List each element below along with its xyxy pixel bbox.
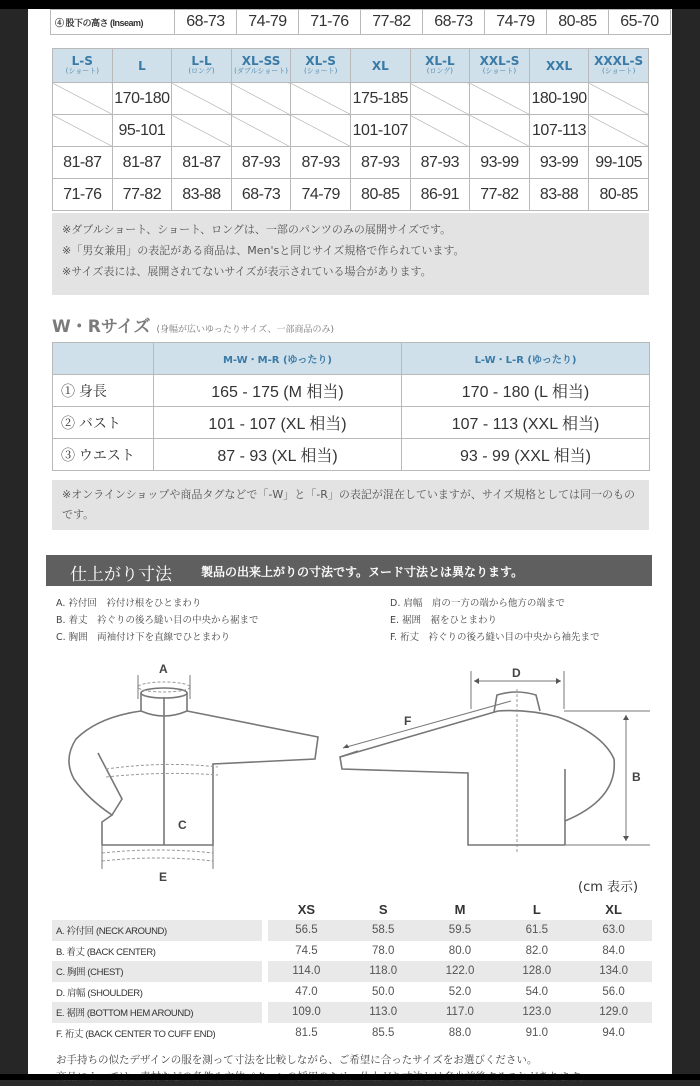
measurement-value: 54.0 — [525, 985, 548, 998]
measurement-value: 118.0 — [345, 961, 422, 982]
bottom-edge — [0, 1074, 700, 1080]
measurement-value: 123.0 — [498, 1002, 575, 1023]
measurement-value: 56.0 — [602, 985, 625, 998]
measurement-label: B. 着丈 (BACK CENTER) — [56, 946, 156, 958]
measurements-table — [52, 898, 652, 1043]
size-cell: 80-85 — [350, 179, 410, 211]
size-cell: 99-105 — [589, 147, 649, 179]
table-row — [53, 83, 649, 115]
size-cell — [410, 115, 470, 147]
measurement-value: 117.0 — [422, 1002, 499, 1023]
measurement-value: 122.0 — [422, 961, 499, 982]
size-cell: 87-93 — [350, 147, 410, 179]
col-l: L — [532, 901, 541, 917]
table-row — [52, 982, 652, 1003]
size-cell: 175-185 — [350, 83, 410, 115]
size-cell — [291, 115, 351, 147]
inseam-cell: 68-73 — [175, 10, 237, 35]
table-row — [53, 147, 649, 179]
label-e: E — [159, 870, 168, 884]
size-header: XXL — [529, 49, 589, 83]
col-xl: XL — [605, 901, 622, 917]
table-row — [52, 961, 652, 982]
measurement-value: 80.0 — [448, 944, 472, 957]
col-xs: XS — [297, 901, 316, 917]
size-chart-page — [28, 9, 672, 1074]
size-notes — [52, 213, 649, 295]
size-cell: 180-190 — [529, 83, 589, 115]
wr-note: ※オンラインショップや商品タグなどで「-W」と「-R」の表記が混在していますが、サイズ規格としては同一のものです。 — [52, 480, 649, 530]
measurement-value: 81.5 — [295, 1026, 318, 1039]
table-row — [53, 115, 649, 147]
measurement-value: 61.5 — [498, 920, 575, 941]
size-cell: 170-180 — [112, 83, 172, 115]
measurement-value: 134.0 — [575, 961, 652, 982]
inseam-label: ④ 股下の高さ (Inseam) — [51, 10, 175, 35]
size-cell: 68-73 — [231, 179, 291, 211]
garment-diagram — [28, 649, 672, 884]
size-table — [52, 48, 649, 211]
inseam-cell: 65-70 — [609, 10, 671, 35]
size-cell: 87-93 — [231, 147, 291, 179]
inseam-cell: 80-85 — [547, 10, 609, 35]
table-row: ② バスト 101 - 107 (XL 相当) 107 - 113 (XXL 相当) — [53, 407, 650, 439]
finished-section-desc: 製品の出来上がりの寸法です。ヌード寸法とは異なります。 — [201, 565, 524, 579]
note-line: ※「男女兼用」の表記がある商品は、Men'sと同じサイズ規格で作られています。 — [62, 244, 465, 257]
size-cell — [410, 83, 470, 115]
measurement-value: 47.0 — [295, 985, 318, 998]
label-c: C — [178, 818, 187, 832]
inseam-cell: 71-76 — [299, 10, 361, 35]
size-cell: 80-85 — [589, 179, 649, 211]
inseam-cell: 68-73 — [423, 10, 485, 35]
top-edge — [0, 0, 700, 9]
size-cell: 101-107 — [350, 115, 410, 147]
table-row — [52, 941, 652, 962]
finished-section-title: 仕上がり寸法 — [70, 565, 172, 585]
size-header: L-L (ロング) — [172, 49, 232, 83]
measurement-value: 113.0 — [345, 1002, 422, 1023]
unit-note: (cm 表示) — [578, 880, 639, 895]
wr-size-table — [52, 342, 650, 471]
table-row — [53, 179, 649, 211]
footer-notes: お手持ちの似たデザインの服を測って寸法を比較しながら、ご希望に合ったサイズをお選びください。 — [56, 1054, 538, 1066]
measurement-value: 85.5 — [372, 1026, 395, 1039]
measurement-value: 88.0 — [448, 1026, 472, 1039]
measurement-value: 52.0 — [448, 985, 472, 998]
wr-header-m: M-W・M-R (ゆったり) — [154, 343, 402, 375]
wr-section-subtitle: (身幅が広いゆったりサイズ、一部商品のみ) — [156, 325, 334, 335]
measurement-value: 58.5 — [345, 920, 422, 941]
note-line: ※サイズ表には、展開されてないサイズが表示されている場合があります。 — [62, 265, 432, 278]
size-cell: 87-93 — [410, 147, 470, 179]
size-header: XXXL-S (ショート) — [589, 49, 649, 83]
size-cell: 81-87 — [112, 147, 172, 179]
measurement-value: 109.0 — [268, 1002, 345, 1023]
size-cell: 93-99 — [470, 147, 530, 179]
inseam-row-table — [50, 9, 671, 35]
size-cell — [172, 83, 232, 115]
measurement-value: 74.5 — [295, 944, 318, 957]
size-cell: 81-87 — [172, 147, 232, 179]
table-row — [52, 1002, 652, 1023]
size-cell: 74-79 — [291, 179, 351, 211]
wr-section-title: W・Rサイズ (身幅が広いゆったりサイズ、一部商品のみ) — [52, 317, 334, 337]
label-a: A — [159, 662, 168, 676]
size-cell — [589, 83, 649, 115]
col-s: S — [378, 901, 388, 917]
col-m: M — [454, 901, 466, 917]
label-f: F — [404, 714, 412, 728]
measurement-value: 78.0 — [372, 944, 395, 957]
size-cell — [470, 115, 530, 147]
size-cell — [53, 115, 113, 147]
inseam-cell: 74-79 — [485, 10, 547, 35]
size-header: XL-L (ロング) — [410, 49, 470, 83]
size-cell: 95-101 — [112, 115, 172, 147]
measurement-value: 128.0 — [498, 961, 575, 982]
size-cell — [172, 115, 232, 147]
right-margin — [672, 9, 700, 1080]
size-header: L-S (ショート) — [53, 49, 113, 83]
size-header: XL-SS (ダブルショート) — [231, 49, 291, 83]
finished-section-header — [46, 555, 652, 586]
measurement-value: 91.0 — [525, 1026, 548, 1039]
measurement-value: 114.0 — [268, 961, 345, 982]
inseam-cell: 74-79 — [237, 10, 299, 35]
size-header: XL — [350, 49, 410, 83]
label-d: D — [512, 666, 521, 680]
label-b: B — [632, 770, 641, 784]
size-cell: 86-91 — [410, 179, 470, 211]
measurement-value: 82.0 — [525, 944, 548, 957]
size-header: XXL-S (ショート) — [470, 49, 530, 83]
size-cell: 87-93 — [291, 147, 351, 179]
measurement-label: E. 裾囲 (BOTTOM HEM AROUND) — [52, 1002, 262, 1023]
measurement-value: 129.0 — [575, 1002, 652, 1023]
size-cell — [231, 83, 291, 115]
size-header: L — [112, 49, 172, 83]
size-cell — [53, 83, 113, 115]
measurement-value: 84.0 — [602, 944, 625, 957]
legend-right: D. 肩幅 肩の一方の端から他方の端まで E. 裾囲 裾をひとまわり F. 裄丈 衿ぐりの後ろ縫い目の中央から袖先まで — [390, 598, 600, 643]
measurement-label: F. 裄丈 (BACK CENTER TO CUFF END) — [56, 1028, 216, 1040]
table-row: ① 身長 165 - 175 (M 相当) 170 - 180 (L 相当) — [53, 375, 650, 407]
wr-header-l: L-W・L-R (ゆったり) — [402, 343, 650, 375]
back-view-illustration — [340, 692, 614, 845]
legend-left: A. 衿付回 衿付け根をひとまわり B. 着丈 衿ぐりの後ろ縫い目の中央から裾まで C. 胸囲 両袖付け下を直線でひとまわり — [56, 598, 259, 643]
table-row: ③ ウエスト 87 - 93 (XL 相当) 93 - 99 (XXL 相当) — [53, 439, 650, 471]
size-cell: 93-99 — [529, 147, 589, 179]
front-view-illustration — [69, 688, 318, 845]
measurement-value: 63.0 — [575, 920, 652, 941]
size-cell — [231, 115, 291, 147]
size-cell: 81-87 — [53, 147, 113, 179]
size-cell: 71-76 — [53, 179, 113, 211]
size-cell: 77-82 — [112, 179, 172, 211]
size-cell: 107-113 — [529, 115, 589, 147]
left-margin — [0, 9, 28, 1080]
measurement-value: 59.5 — [422, 920, 499, 941]
table-row — [52, 1023, 652, 1044]
measurement-label: D. 肩幅 (SHOULDER) — [56, 987, 143, 999]
measurement-label: A. 衿付回 (NECK AROUND) — [52, 920, 262, 941]
size-cell — [470, 83, 530, 115]
inseam-cell: 77-82 — [361, 10, 423, 35]
size-cell: 83-88 — [172, 179, 232, 211]
size-cell — [291, 83, 351, 115]
table-row — [52, 920, 652, 941]
measurement-label: C. 胸囲 (CHEST) — [52, 961, 262, 982]
size-header: XL-S (ショート) — [291, 49, 351, 83]
note-line: ※ダブルショート、ショート、ロングは、一部のパンツのみの展開サイズです。 — [62, 223, 452, 236]
measurement-value: 56.5 — [268, 920, 345, 941]
size-cell — [589, 115, 649, 147]
wr-header-blank — [53, 343, 154, 375]
measurement-value: 50.0 — [372, 985, 395, 998]
measurement-value: 94.0 — [602, 1026, 625, 1039]
size-cell: 77-82 — [470, 179, 530, 211]
size-cell: 83-88 — [529, 179, 589, 211]
